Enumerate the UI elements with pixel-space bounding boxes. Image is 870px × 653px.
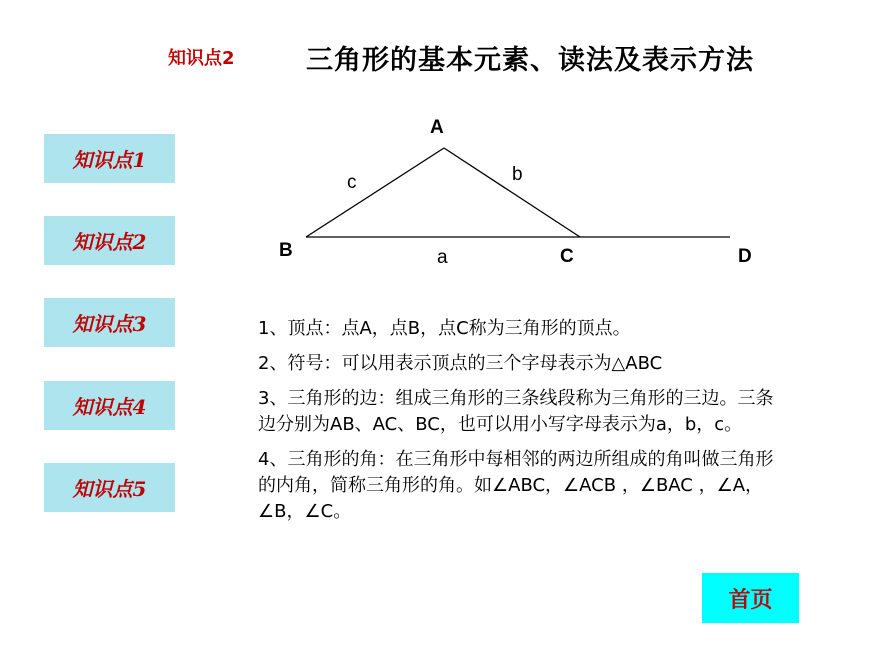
notes-list: [258, 316, 778, 534]
section-tag: 知识点2: [168, 48, 235, 69]
side-a-label: a: [437, 247, 448, 268]
point-d-label: D: [738, 246, 752, 267]
nav-button-topic-3[interactable]: 知识点3: [44, 298, 175, 347]
side-c-label: c: [347, 172, 357, 193]
vertex-a-label: A: [430, 117, 444, 138]
nav-button-topic-5[interactable]: 知识点5: [44, 463, 175, 512]
nav-button-topic-1[interactable]: 知识点1: [44, 134, 175, 183]
note-notation: 2、符号：可以用表示顶点的三个字母表示为△ABC: [258, 353, 663, 374]
side-ab-line: [306, 148, 444, 237]
vertex-c-label: C: [560, 246, 574, 267]
note-vertices: 1、顶点：点A，点B，点C称为三角形的顶点。: [258, 318, 631, 339]
nav-button-topic-4[interactable]: 知识点4: [44, 381, 175, 430]
page-title: 三角形的基本元素、读法及表示方法: [306, 45, 754, 76]
vertex-b-label: B: [279, 240, 293, 261]
note-sides: 3、三角形的边：组成三角形的三条线段称为三角形的三边。三条边分别为AB、AC、BC，也可以用小写字母表示为a，b，c。: [258, 388, 774, 435]
side-b-label: b: [512, 164, 523, 185]
side-ac-line: [444, 148, 580, 237]
note-angles: 4、三角形的角：在三角形中每相邻的两边所组成的角叫做三角形的内角，简称三角形的角。如∠ABC，∠ACB ，∠BAC ，∠A，∠B，∠C。: [258, 449, 774, 522]
home-button[interactable]: 首页: [702, 573, 799, 623]
nav-button-topic-2[interactable]: 知识点2: [44, 216, 175, 265]
